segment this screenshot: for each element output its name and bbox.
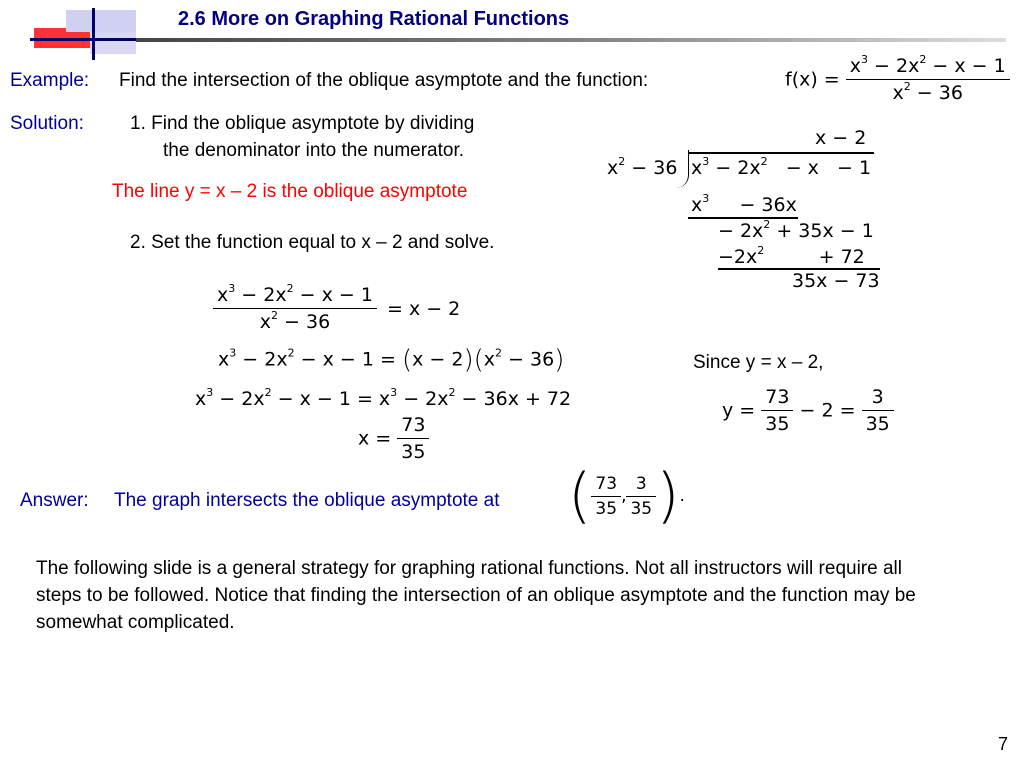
since-text: Since y = x – 2, (693, 352, 824, 373)
division-dividend: $x^3 - 2x^2 - x - 1$ (691, 155, 872, 179)
equation-4-numerator: 73 (397, 414, 429, 439)
equation-2: $x^3 - 2x^2 - x - 1 = (x - 2)(x^2 - 36)$ (218, 345, 565, 375)
step1-line1: 1. Find the oblique asymptote by dividing (130, 113, 475, 134)
since-fraction1-num: 73 (761, 386, 793, 411)
answer-x-den: 35 (595, 498, 618, 519)
division-row2: − $2x^2 + 35x - 1$ (718, 218, 874, 242)
answer-label: Answer: (20, 490, 89, 511)
answer-x-num: 73 (591, 474, 621, 497)
header-rule (136, 38, 1006, 42)
answer-text: The graph intersects the oblique asymptote at (114, 490, 500, 511)
answer-period: . (679, 486, 685, 506)
division-bracket (676, 150, 689, 188)
division-quotient: x − 2 (815, 127, 867, 149)
answer-point: ( $\frac{73}{35}$ , $\frac{3}{35}$ ). (568, 461, 685, 531)
equation-4-denominator: 35 (401, 441, 426, 463)
since-fraction2-num: 3 (862, 386, 894, 411)
step1-line2: the denominator into the numerator. (163, 140, 465, 161)
division-row4: 35x − 73 (792, 270, 880, 292)
equation-1-rhs: = x − 2 (386, 297, 461, 320)
division-row1: $x^3$ − 36x (691, 192, 797, 216)
page-number: 7 (998, 734, 1009, 754)
equation-3: $x^3 - 2x^2 - x - 1 = x^3 - 2x^2 - 36x + 72$ (195, 386, 572, 410)
function-denominator: $x^2 - 36$ (892, 80, 963, 104)
equation-1: $\frac{x^3 - 2x^2 - x - 1}{x^2 - 36}$ = x − 2 (213, 284, 460, 333)
since-minus-two: − 2 = (799, 399, 856, 422)
equation-4 (358, 414, 429, 463)
page-title: 2.6 More on Graphing Rational Functions (178, 8, 570, 30)
division-divisor: $x^2 - 36$ (607, 155, 678, 179)
function-definition (785, 55, 1010, 104)
step2-text: 2. Set the function equal to x – 2 and solve. (130, 232, 495, 253)
answer-comma: , (621, 486, 627, 506)
solution-label: Solution: (10, 113, 84, 134)
division-row3: $-2x^2$ + 72 (718, 244, 865, 268)
asymptote-note: The line y = x – 2 is the oblique asymptote (112, 181, 468, 202)
since-fraction2-den: 35 (865, 413, 890, 435)
since-fraction1-den: 35 (765, 413, 790, 435)
answer-y-den: 35 (630, 498, 653, 519)
since-equation (722, 386, 894, 435)
strategy-note: The following slide is a general strategy for graphing rational functions. Not all instructors will require all steps to be followed. Notice that finding the intersection of an oblique asymptote and the function may be somewhat complicated. (36, 558, 916, 633)
example-label: Example: (10, 70, 90, 91)
example-text: Find the intersection of the oblique asymptote and the function: (119, 70, 649, 91)
answer-y-num: 3 (626, 474, 656, 497)
fx-label: f(x) = (785, 68, 840, 91)
function-numerator: $x^3 - 2x^2 - x - 1$ (846, 55, 1010, 80)
since-y-label: y = (722, 399, 756, 422)
equation-4-lhs: x = (358, 427, 392, 450)
